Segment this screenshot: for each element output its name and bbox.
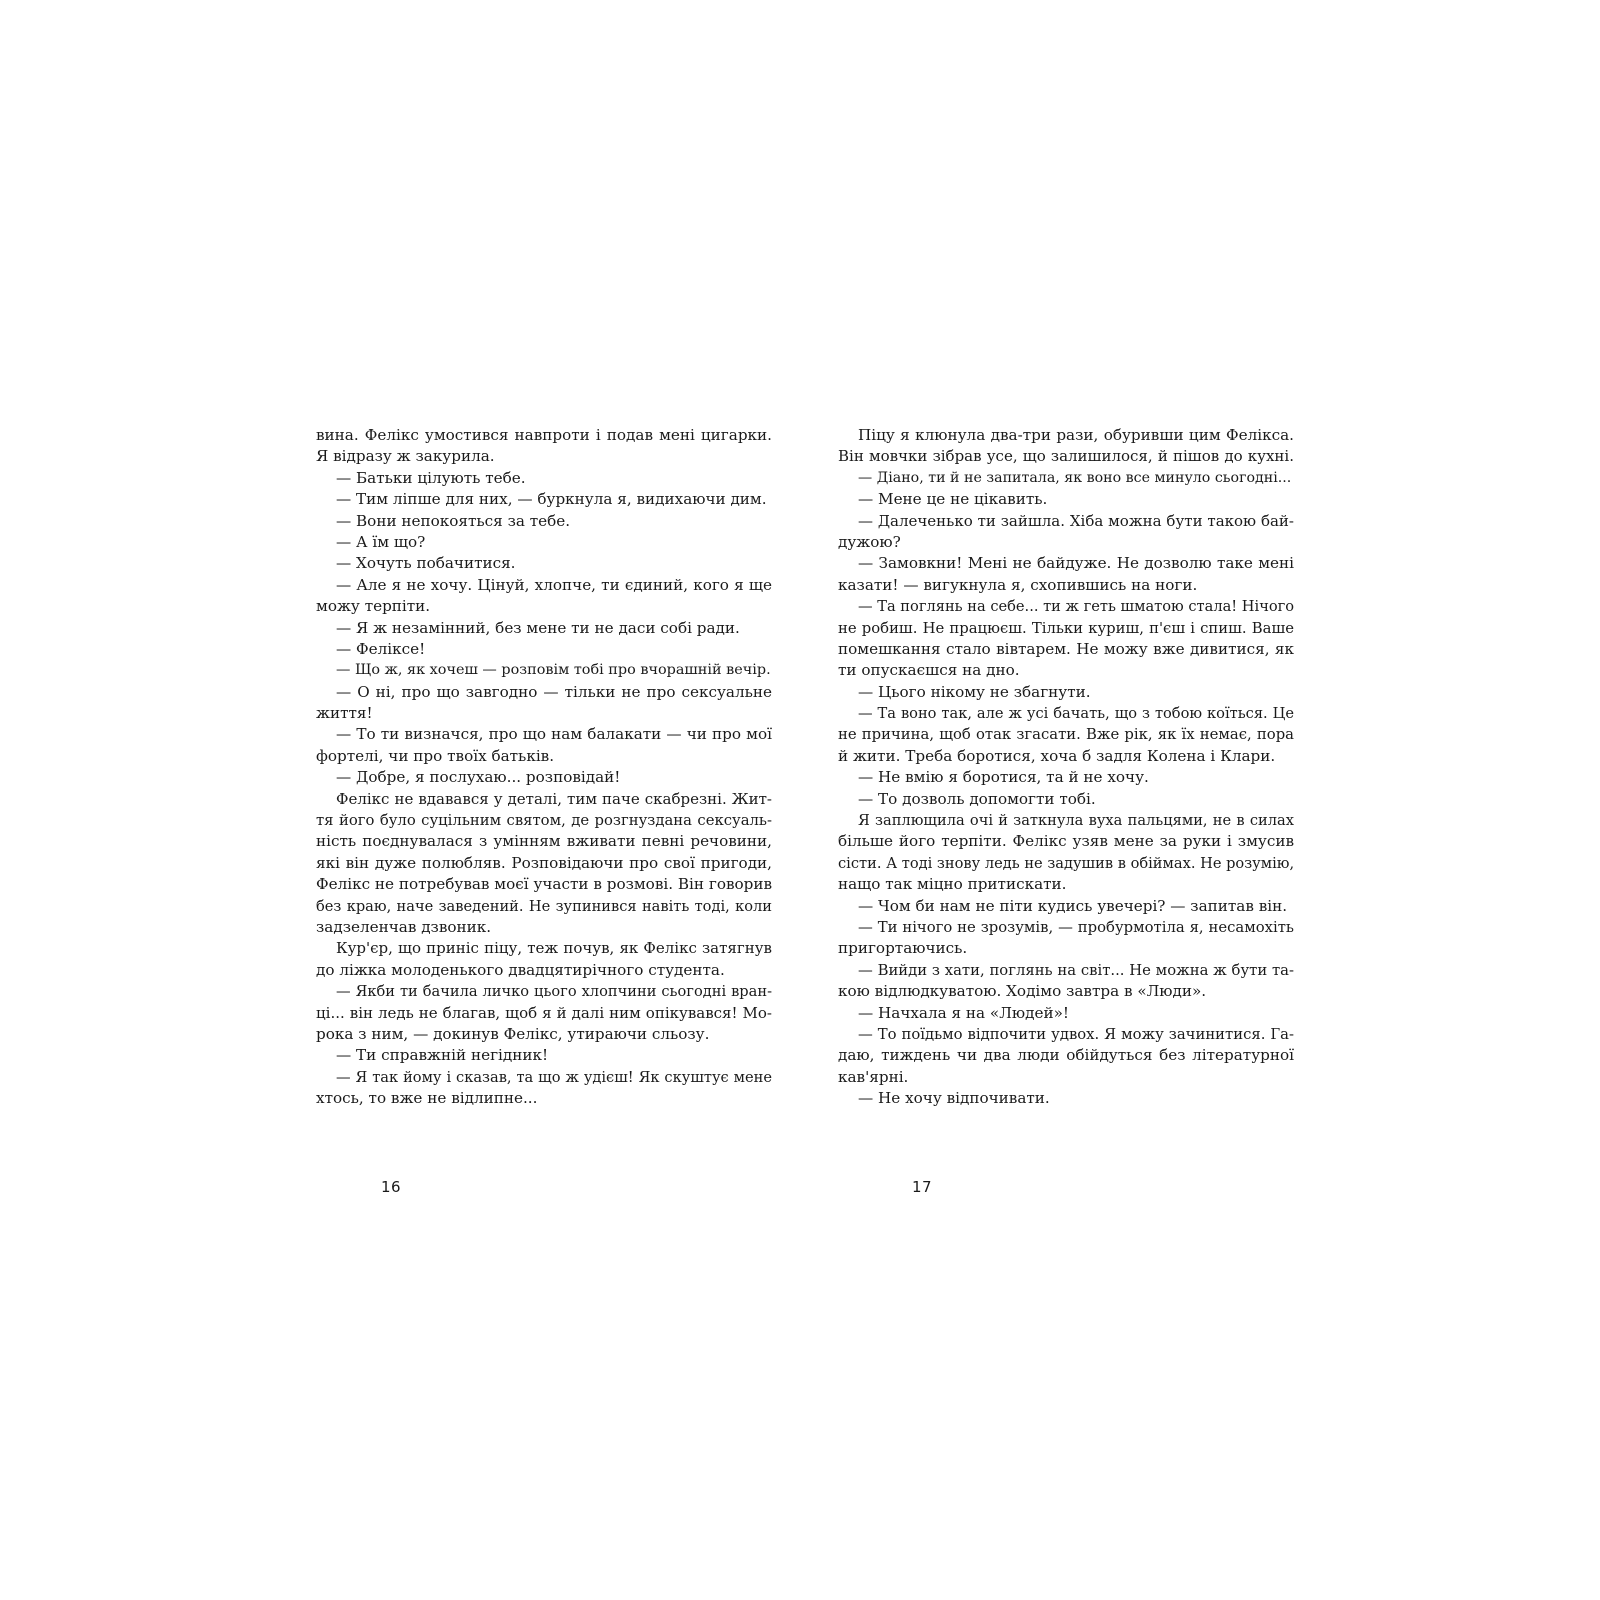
text-line: — Діано, ти й не запитала, як воно все минуло сьогодні... [858,469,1292,486]
text-line: — Якби ти бачила личко цього хлопчини сьогодні вран- [336,983,772,1001]
text-line: без краю, наче заведений. Не зупинився навіть тоді, коли [316,897,772,915]
text-line: Фелікс не потребував моєї участи в розмові. Він говорив [316,875,773,894]
text-line: — Батьки цілують тебе. [336,468,526,487]
text-line: — Та поглянь на себе... ти ж геть шматою стала! Нічого [858,598,1295,616]
text-line: ти опускаєшся на дно. [838,661,1020,680]
left-page-text [316,425,772,1110]
text-line: які він дуже полюбляв. Розповідаючи про свої пригоди, [316,853,772,872]
page-number-right: 17 [912,1178,933,1196]
text-line: Я відразу ж закурила. [316,447,495,466]
text-line: не причина, щоб отак згасати. Вже рік, як їх немає, пора [838,726,1294,744]
text-line: — Чом би нам не піти кудись увечері? — запитав він. [858,896,1288,915]
text-line: життя! [316,704,373,723]
text-line: ність поєднувалася з умінням вживати певні речовини, [316,832,772,851]
text-line: — А їм що? [336,532,426,551]
text-line: — Замовкни! Мені не байдуже. Не дозволю таке мені [858,554,1294,573]
text-line: не робиш. Не працюєш. Тільки куриш, п'єш і спиш. Ваше [838,619,1294,637]
text-line: ці... він ледь не благав, щоб я й далі ним опікувався! Мо- [316,1003,772,1022]
text-line: Піцу я клюнула два-три рази, обуривши цим Фелікса. [858,426,1294,444]
text-line: — Тим ліпше для них, — буркнула я, видихаючи дим. [336,490,767,509]
text-line: кав'ярні. [838,1067,909,1086]
text-line: — Ти справжній негідник! [336,1046,549,1065]
text-line: можу терпіти. [316,597,431,616]
text-line: фортелі, чи про твоїх батьків. [316,746,555,765]
text-line: помешкання стало вівтарем. Не можу вже дивитися, як [838,639,1294,658]
text-line: — Феліксе! [336,639,426,658]
text-line: — Я ж незамінний, без мене ти не даси собі ради. [336,618,740,637]
text-line: — Добре, я послухаю... розповідай! [336,768,621,787]
text-line: сісти. А тоді знову ледь не задушив в обіймах. Не розумію, [838,854,1295,872]
right-page [800,0,1600,1600]
text-line: — Я так йому і сказав, та що ж удієш! Як скуштує мене [336,1068,772,1086]
text-line: — Та воно так, але ж усі бачать, що з тобою коїться. Це [858,705,1294,723]
text-line: — То ти визначся, про що нам балакати — чи про мої [336,725,772,744]
text-line: — Начхала я на «Людей»! [858,1003,1069,1022]
text-line: дужою? [838,532,901,551]
text-line: нащо так міцно притискати. [838,875,1067,894]
text-line: — Ти нічого не зрозумів, — пробурмотіла я, несамохіть [858,918,1294,936]
text-line: Він мовчки зібрав усе, що залишилося, й пішов до кухні. [838,447,1294,466]
text-line: — Що ж, як хочеш — розповім тобі про вчорашній вечір. [336,662,771,679]
text-line: тя його було суцільним святом, де розгнуздана сексуаль- [316,812,772,830]
text-line: Я заплющила очі й заткнула вуха пальцями, не в силах [858,812,1294,830]
right-page-text [838,425,1294,1110]
text-line: кою відлюдкуватою. Ходімо завтра в «Люди». [838,982,1207,1001]
text-line: — О ні, про що завгодно — тільки не про сексуальне [336,682,772,701]
text-line: — Вони непокояться за тебе. [336,511,571,530]
text-line: — Далеченько ти зайшла. Хіба можна бути такою бай- [858,511,1294,530]
text-line: й жити. Треба боротися, хоча б задля Колена і Клари. [838,746,1276,765]
text-line: — То дозволь допомогти тобі. [858,789,1096,808]
text-line: Кур'єр, що приніс піцу, теж почув, як Фелікс затягнув [336,939,772,958]
text-line: даю, тиждень чи два люди обійдуться без літературної [838,1046,1294,1065]
text-line: — Хочуть побачитися. [336,554,516,573]
text-line: — Мене це не цікавить. [858,490,1048,509]
text-line: задзеленчав дзвоник. [316,917,492,936]
text-line: — Але я не хочу. Цінуй, хлопче, ти єдиний, кого я ще [336,575,772,594]
text-line: вина. Фелікс умостився навпроти і подав мені цигарки. [316,426,772,444]
text-line: пригортаючись. [838,939,968,958]
text-line: — Не вмію я боротися, та й не хочу. [858,768,1149,787]
text-line: рока з ним, — докинув Фелікс, утираючи сльозу. [316,1024,710,1043]
text-line: — Не хочу відпочивати. [858,1089,1050,1108]
text-line: Фелікс не вдавався у деталі, тим паче скабрезні. Жит- [336,789,772,808]
text-line: більше його терпіти. Фелікс узяв мене за руки і змусив [838,832,1294,851]
text-line: казати! — вигукнула я, схопившись на ноги. [838,575,1198,594]
text-line: — То поїдьмо відпочити удвох. Я можу зачинитися. Га- [858,1025,1294,1043]
text-line: хтось, то вже не відлипне... [316,1089,538,1108]
text-line: — Цього нікому не збагнути. [858,682,1091,701]
text-line: — Вийди з хати, поглянь на світ... Не можна ж бути та- [858,961,1294,979]
page-number-left: 16 [381,1178,402,1196]
text-line: до ліжка молоденького двадцятирічного студента. [316,960,725,979]
